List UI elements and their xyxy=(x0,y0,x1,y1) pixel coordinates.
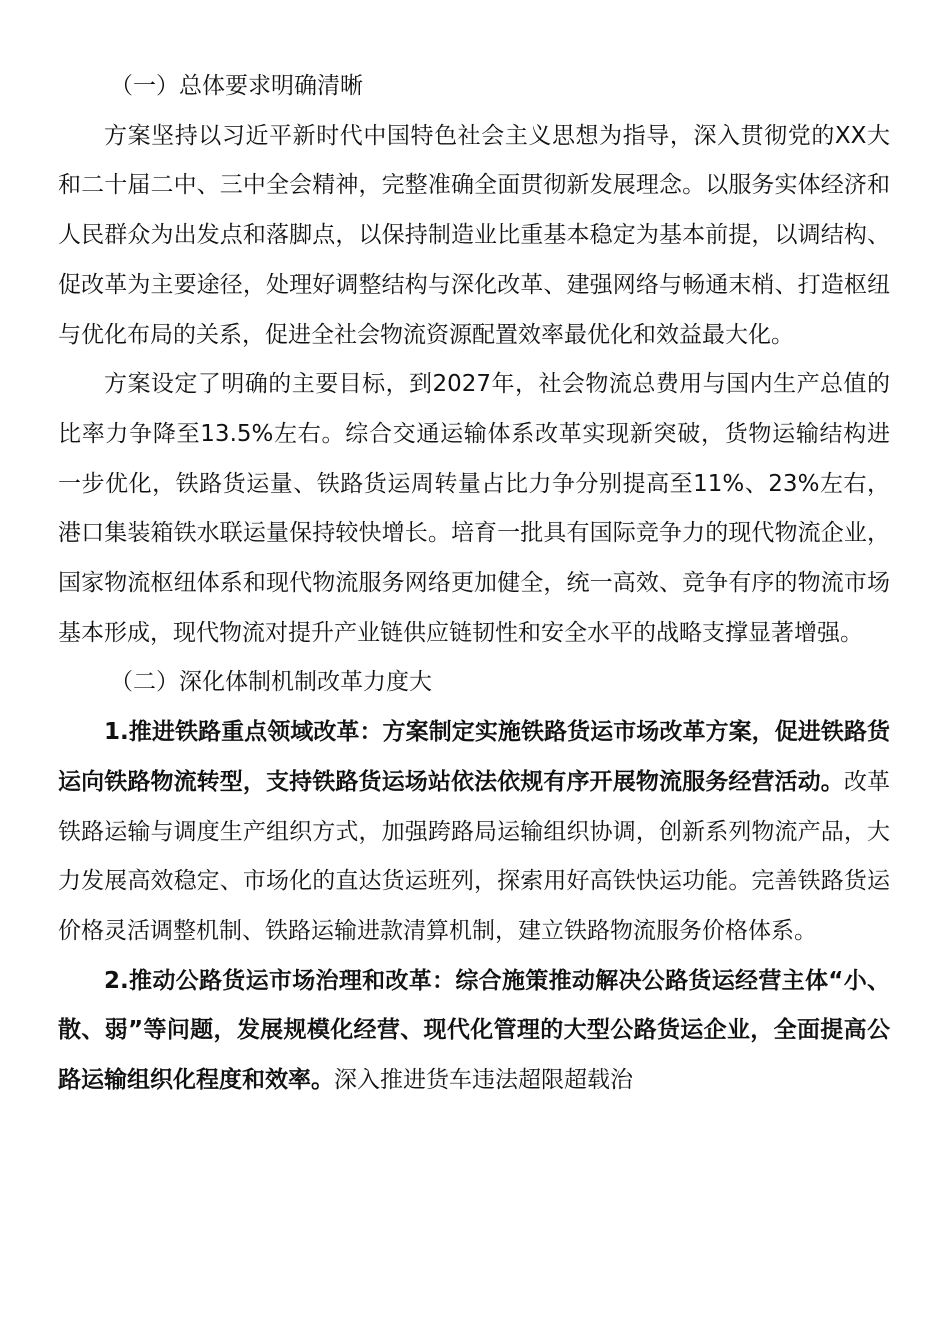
document-page xyxy=(58,62,890,1106)
item-1-paragraph xyxy=(58,708,890,957)
item-2-bold-lead: 2.推动公路货运市场治理和改革：综合施策推动解决公路货运经营主体“小、散、弱”等问题，发展规模化经营、现代化管理的大型公路货运企业，全面提高公路运输组织化程度和效率。 xyxy=(58,967,890,1094)
item-1-body-text: 改革铁路运输与调度生产组织方式，加强跨路局运输组织协调，创新系列物流产品，大力发展高效稳定、市场化的直达货运班列，探索用好高铁快运功能。完善铁路货运价格灵活调整机制、铁路运输进款清算机制，建立铁路物流服务价格体系。 xyxy=(58,768,891,944)
item-2-body-text: 深入推进货车违法超限超载治 xyxy=(334,1067,633,1094)
section-1-heading: （一）总体要求明确清晰 xyxy=(110,73,363,99)
item-1-bold-lead: 1.推进铁路重点领域改革：方案制定实施铁路货运市场改革方案，促进铁路货运向铁路物流转型，支持铁路货运场站依法依规有序开展物流服务经营活动。 xyxy=(58,719,890,795)
item-2-paragraph xyxy=(58,957,890,1106)
section-1-paragraph-guidance: 方案坚持以习近平新时代中国特色社会主义思想为指导，深入贯彻党的XX大和二十届二中、三中全会精神，完整准确全面贯彻新发展理念。以服务实体经济和人民群众为出发点和落脚点，以保持制造业比重基本稳定为基本前提，以调结构、促改革为主要途径，处理好调整结构与深化改革、建强网络与畅通末梢、打造枢纽与优化布局的关系，促进全社会物流资源配置效率最优化和效益最大化。 xyxy=(58,122,890,348)
section-1-paragraph-goals: 方案设定了明确的主要目标，到2027年，社会物流总费用与国内生产总值的比率力争降至13.5%左右。综合交通运输体系改革实现新突破，货物运输结构进一步优化，铁路货运量、铁路货运周转量占比力争分别提高至11%、23%左右，港口集装箱铁水联运量保持较快增长。培育一批具有国际竞争力的现代物流企业，国家物流枢纽体系和现代物流服务网络更加健全，统一高效、竞争有序的物流市场基本形成，现代物流对提升产业链供应链韧性和安全水平的战略支撑显著增强。 xyxy=(58,371,890,646)
section-2-heading: （二）深化体制机制改革力度大 xyxy=(110,669,432,696)
